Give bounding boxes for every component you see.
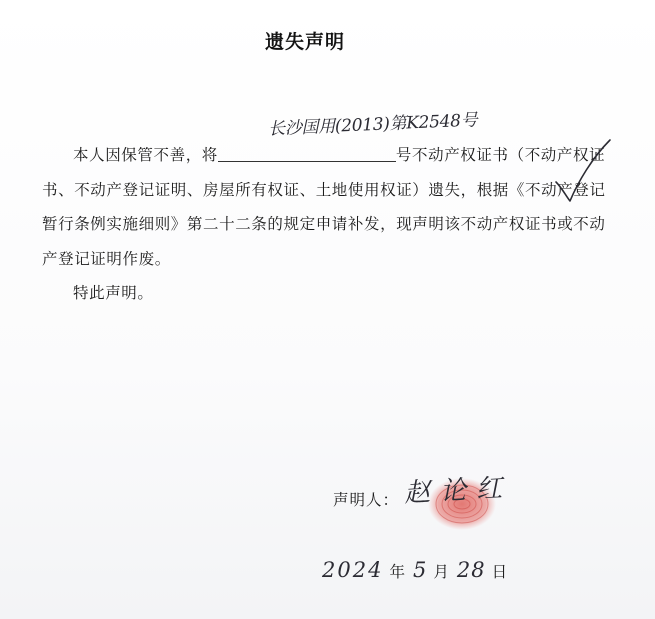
paragraph-lead-text: 本人因保管不善，将 — [73, 146, 218, 164]
handwritten-signature: 赵论红 — [403, 473, 513, 509]
declaration-body — [42, 138, 610, 311]
date-month: 5 — [412, 558, 428, 582]
date-day: 28 — [456, 558, 486, 582]
date-month-unit: 月 — [433, 563, 449, 581]
paragraph-rest-text: 号不动产权证书（不动产权证书、不动产登记证明、房屋所有权证、土地使用权证）遗失，根据《不动产登记暂行条例实施细则》第二十二条的规定申请补发，现声明该不动产权证书或不动产登记证明作废。 — [42, 146, 606, 268]
date-year-unit: 年 — [389, 563, 405, 581]
checkmark-icon — [552, 138, 612, 204]
handwritten-certificate-number: 长沙国用(2013)第K2548号 — [267, 110, 478, 140]
date-line — [322, 558, 515, 582]
date-day-unit: 日 — [491, 563, 508, 581]
declaration-paragraph — [42, 138, 610, 276]
closing-paragraph: 特此声明。 — [73, 284, 154, 302]
date-year: 2024 — [322, 558, 384, 582]
certificate-number-blank — [218, 144, 396, 162]
document-title: 遗失声明 — [264, 31, 345, 53]
declarant-label: 声明人： — [333, 491, 400, 509]
